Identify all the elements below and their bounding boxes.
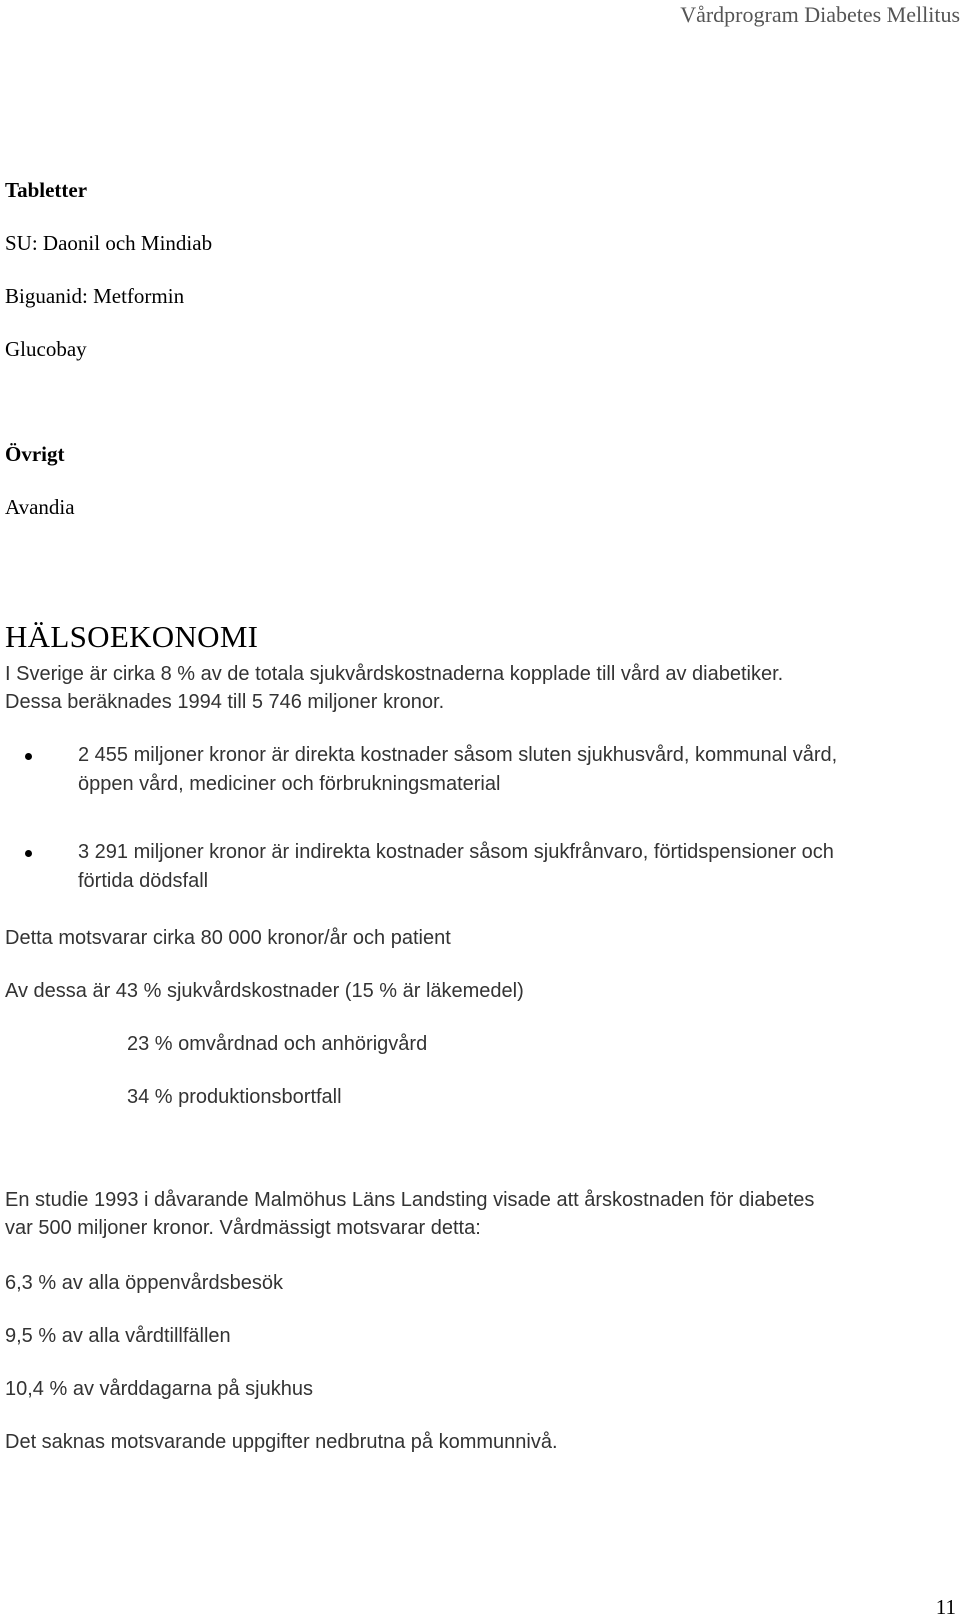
- section-heading: HÄLSOEKONOMI: [5, 619, 259, 654]
- tabletter-item: Biguanid: Metformin: [5, 284, 185, 308]
- study-item: 6,3 % av alla öppenvårdsbesök: [5, 1272, 283, 1294]
- tabletter-item: SU: Daonil och Mindiab: [5, 231, 213, 255]
- bullet-text-line: öppen vård, mediciner och förbrukningsmaterial: [78, 773, 501, 795]
- study-item: 9,5 % av alla vårdtillfällen: [5, 1325, 231, 1347]
- bullet-icon: [25, 753, 32, 760]
- intro-line: Dessa beräknades 1994 till 5 746 miljoner kronor.: [5, 691, 445, 713]
- ovrigt-item: Avandia: [5, 495, 75, 519]
- split-item: 23 % omvårdnad och anhörigvård: [127, 1033, 428, 1055]
- closing-text: Det saknas motsvarande uppgifter nedbrutna på kommunnivå.: [5, 1431, 558, 1453]
- split-intro-text: Av dessa är 43 % sjukvårdskostnader (15 % är läkemedel): [5, 980, 524, 1002]
- running-header: Vårdprogram Diabetes Mellitus: [680, 2, 960, 27]
- bullet-text-line: förtida dödsfall: [78, 870, 209, 892]
- split-item: 34 % produktionsbortfall: [127, 1086, 342, 1108]
- bullet-icon: [25, 850, 32, 857]
- study-line: En studie 1993 i dåvarande Malmöhus Läns Landsting visade att årskostnaden för diabetes: [5, 1189, 815, 1211]
- per-patient-text: Detta motsvarar cirka 80 000 kronor/år och patient: [5, 927, 451, 949]
- ovrigt-heading: Övrigt: [5, 442, 65, 466]
- intro-line: I Sverige är cirka 8 % av de totala sjukvårdskostnaderna kopplade till vård av diabetiker.: [5, 663, 784, 685]
- bullet-text-line: 3 291 miljoner kronor är indirekta kostnader såsom sjukfrånvaro, förtidspensioner och: [78, 841, 834, 863]
- page-number: 11: [935, 1595, 956, 1619]
- study-line: var 500 miljoner kronor. Vårdmässigt motsvarar detta:: [5, 1217, 481, 1239]
- tabletter-item: Glucobay: [5, 337, 87, 361]
- bullet-text-line: 2 455 miljoner kronor är direkta kostnader såsom sluten sjukhusvård, kommunal vård,: [78, 744, 838, 766]
- tabletter-heading: Tabletter: [5, 178, 88, 202]
- study-item: 10,4 % av vårddagarna på sjukhus: [5, 1378, 313, 1400]
